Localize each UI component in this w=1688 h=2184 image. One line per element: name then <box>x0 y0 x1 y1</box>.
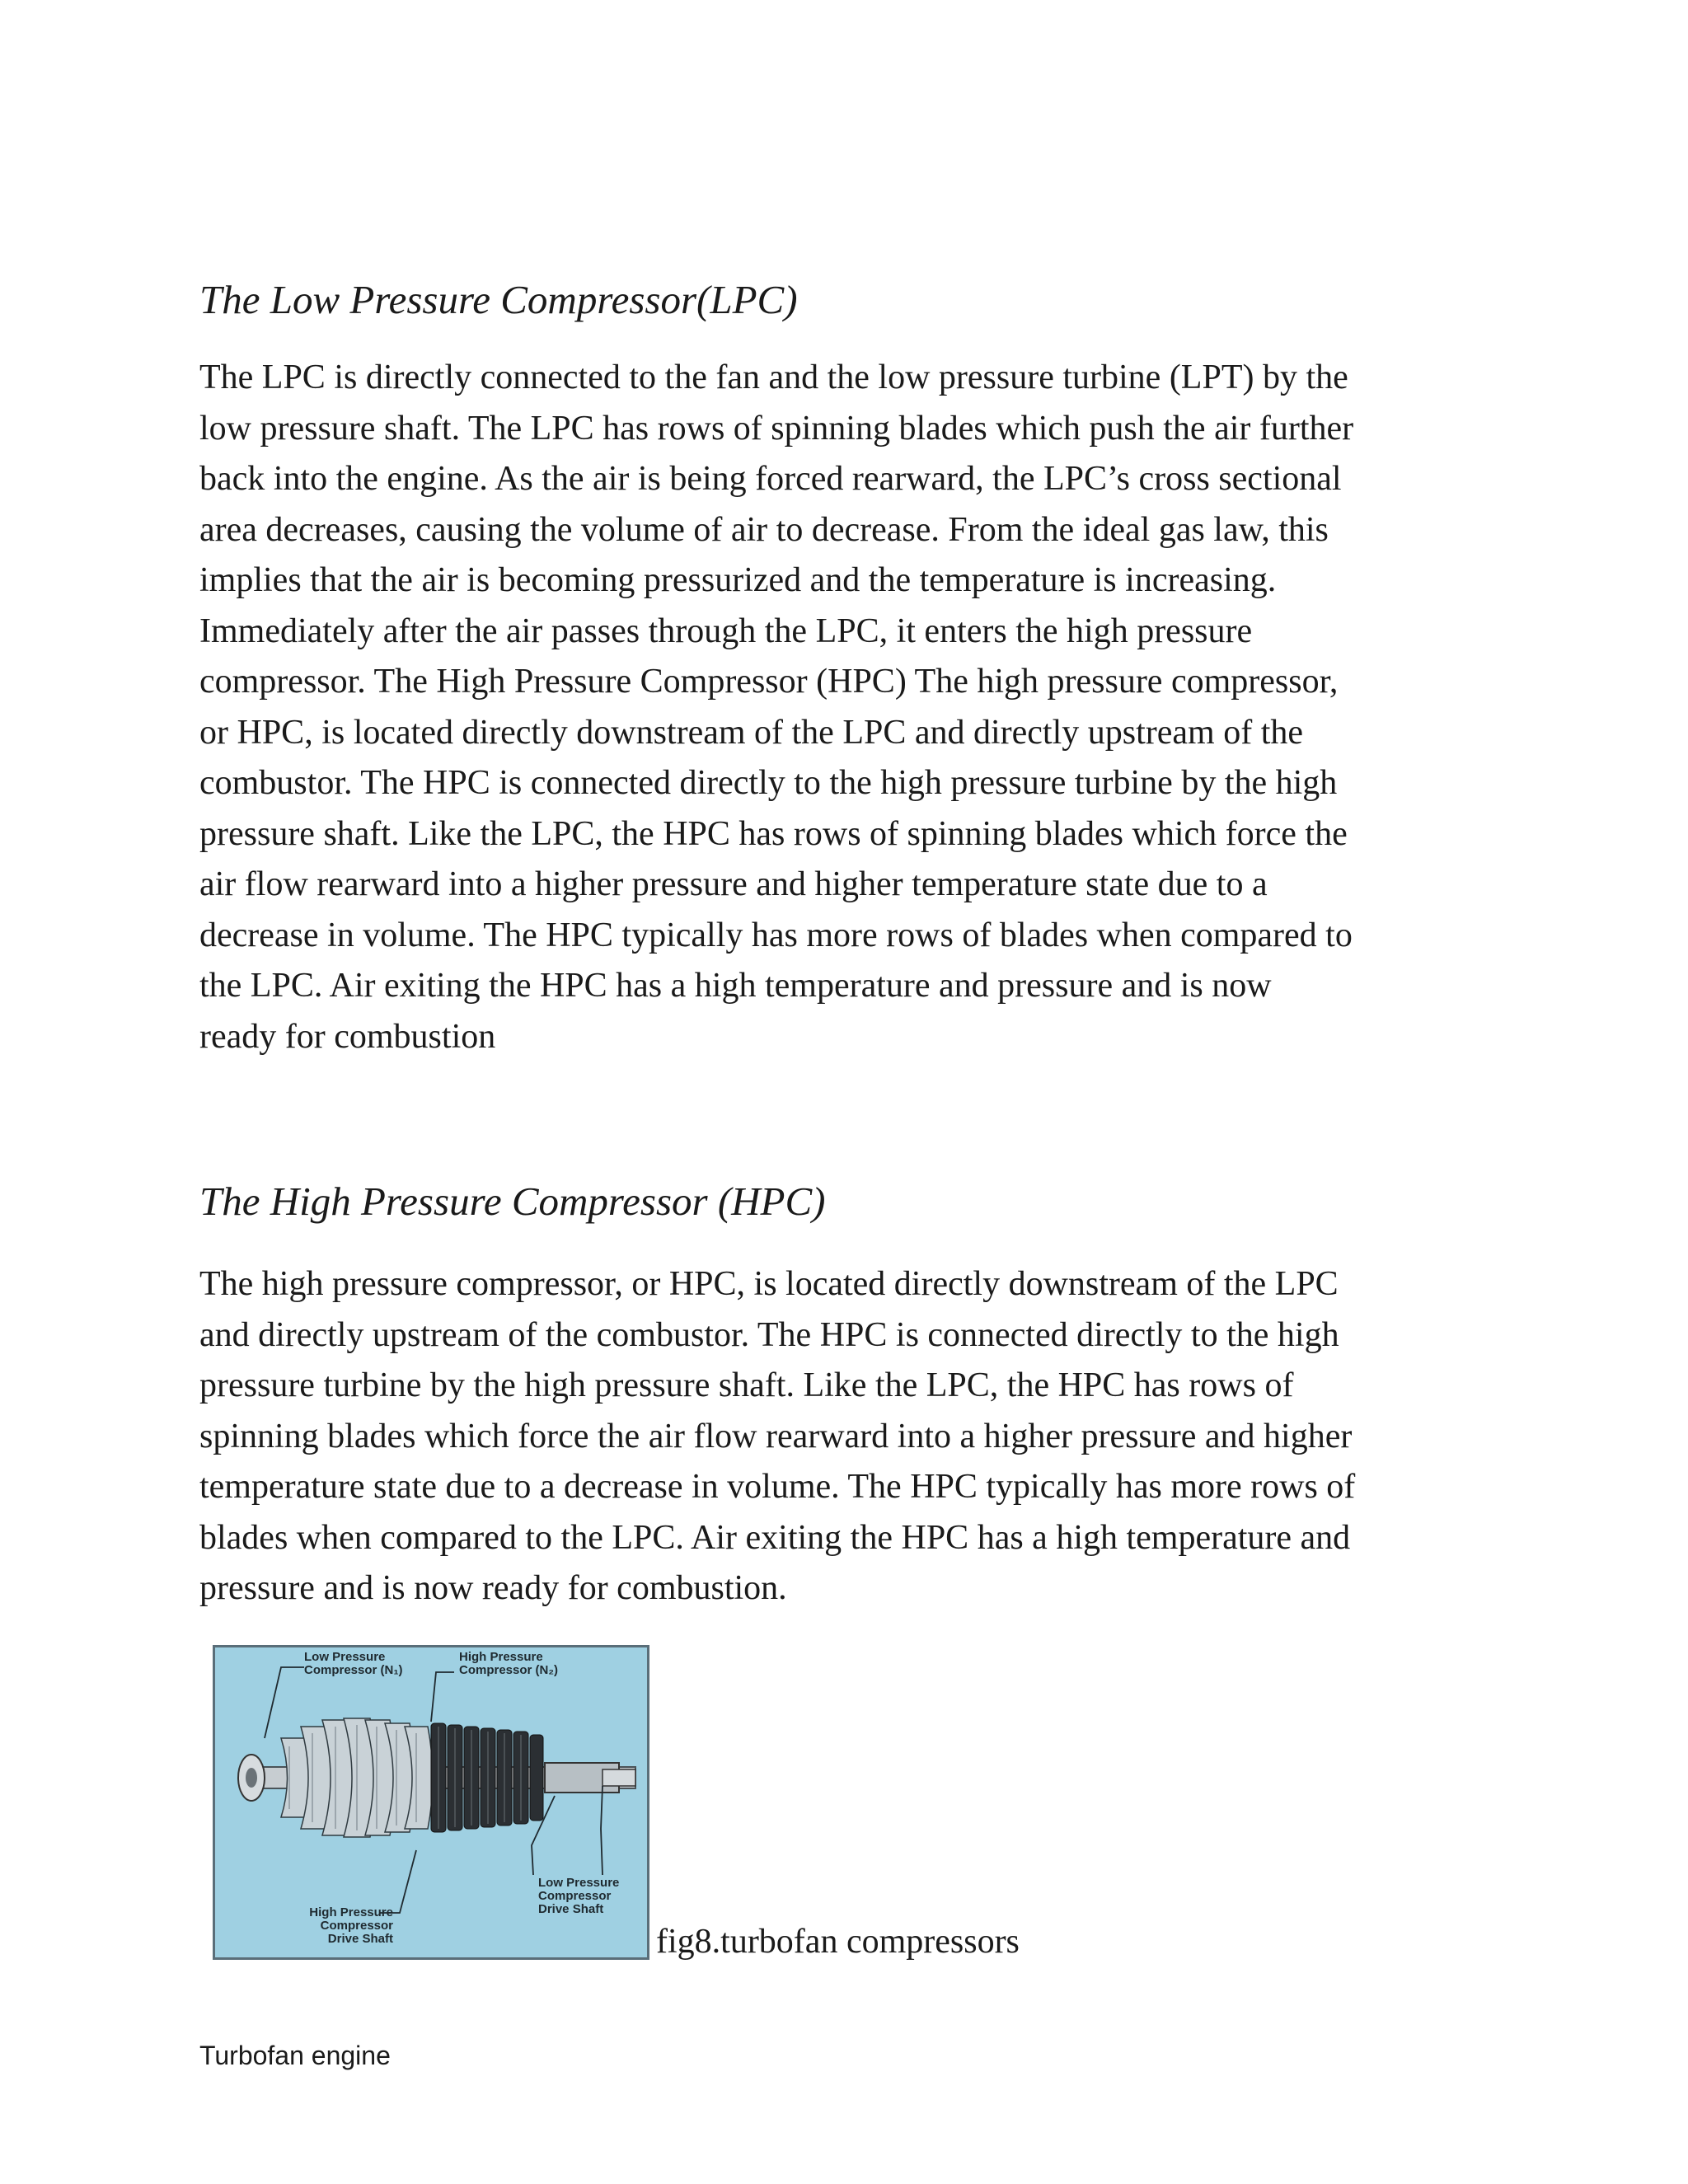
figure-caption: fig8.turbofan compressors <box>656 1923 1020 1961</box>
paragraph-line: Immediately after the air passes through the LPC, it enters the high pressure <box>199 612 1253 650</box>
paragraph-line: The LPC is directly connected to the fan and the low pressure turbine (LPT) by the <box>199 359 1348 396</box>
paragraph-line: and directly upstream of the combustor. The HPC is connected directly to the high <box>199 1315 1339 1354</box>
figure-label: Low Pressure <box>304 1650 386 1664</box>
compressor-illustration <box>215 1647 647 1957</box>
paragraph-line: spinning blades which force the air flow rearward into a higher pressure and higher <box>199 1417 1353 1455</box>
section-heading-lpc: The Low Pressure Compressor(LPC) <box>199 277 798 322</box>
figure-label: High Pressure <box>309 1905 393 1919</box>
page-footer: Turbofan engine <box>199 2041 391 2070</box>
paragraph-line: combustor. The HPC is connected directly to the high pressure turbine by the high <box>199 764 1338 802</box>
figure-label: Low Pressure <box>538 1876 620 1890</box>
figure-label: Drive Shaft <box>538 1902 604 1916</box>
paragraph-lpc <box>199 353 1485 1062</box>
paragraph-line: back into the engine. As the air is being forced rearward, the LPC’s cross sectional <box>199 460 1342 498</box>
paragraph-line: pressure turbine by the high pressure shaft. Like the LPC, the HPC has rows of <box>199 1366 1294 1404</box>
paragraph-line: compressor. The High Pressure Compressor (HPC) The high pressure compressor, <box>199 663 1339 701</box>
figure-label: High Pressure <box>459 1650 543 1664</box>
paragraph-line: temperature state due to a decrease in volume. The HPC typically has more rows of <box>199 1468 1356 1506</box>
paragraph-line: pressure and is now ready for combustion. <box>199 1569 787 1607</box>
paragraph-line: ready for combustion <box>199 1017 496 1056</box>
paragraph-line: blades when compared to the LPC. Air exiting the HPC has a high temperature and <box>199 1518 1351 1557</box>
paragraph-line: decrease in volume. The HPC typically has more rows of blades when compared to <box>199 916 1353 954</box>
compressor-figure <box>213 1645 649 1960</box>
figure-label: Compressor <box>320 1919 393 1933</box>
paragraph-line: The high pressure compressor, or HPC, is located directly downstream of the LPC <box>199 1265 1339 1303</box>
paragraph-line: low pressure shaft. The LPC has rows of spinning blades which push the air further <box>199 409 1354 448</box>
paragraph-hpc <box>199 1259 1485 1615</box>
paragraph-line: or HPC, is located directly downstream of the LPC and directly upstream of the <box>199 713 1304 752</box>
paragraph-line: area decreases, causing the volume of air to decrease. From the ideal gas law, this <box>199 510 1329 549</box>
paragraph-line: the LPC. Air exiting the HPC has a high temperature and pressure and is now <box>199 967 1272 1005</box>
paragraph-line: implies that the air is becoming pressurized and the temperature is increasing. <box>199 561 1277 599</box>
figure-label: Drive Shaft <box>327 1932 393 1946</box>
section-heading-hpc: The High Pressure Compressor (HPC) <box>199 1179 826 1224</box>
figure-label: Compressor <box>538 1889 612 1903</box>
figure-label: Compressor (N₂) <box>459 1663 559 1677</box>
paragraph-line: pressure shaft. Like the LPC, the HPC has rows of spinning blades which force the <box>199 814 1348 853</box>
figure-label: Compressor (N₁) <box>304 1663 403 1677</box>
paragraph-line: air flow rearward into a higher pressure and higher temperature state due to a <box>199 865 1268 903</box>
